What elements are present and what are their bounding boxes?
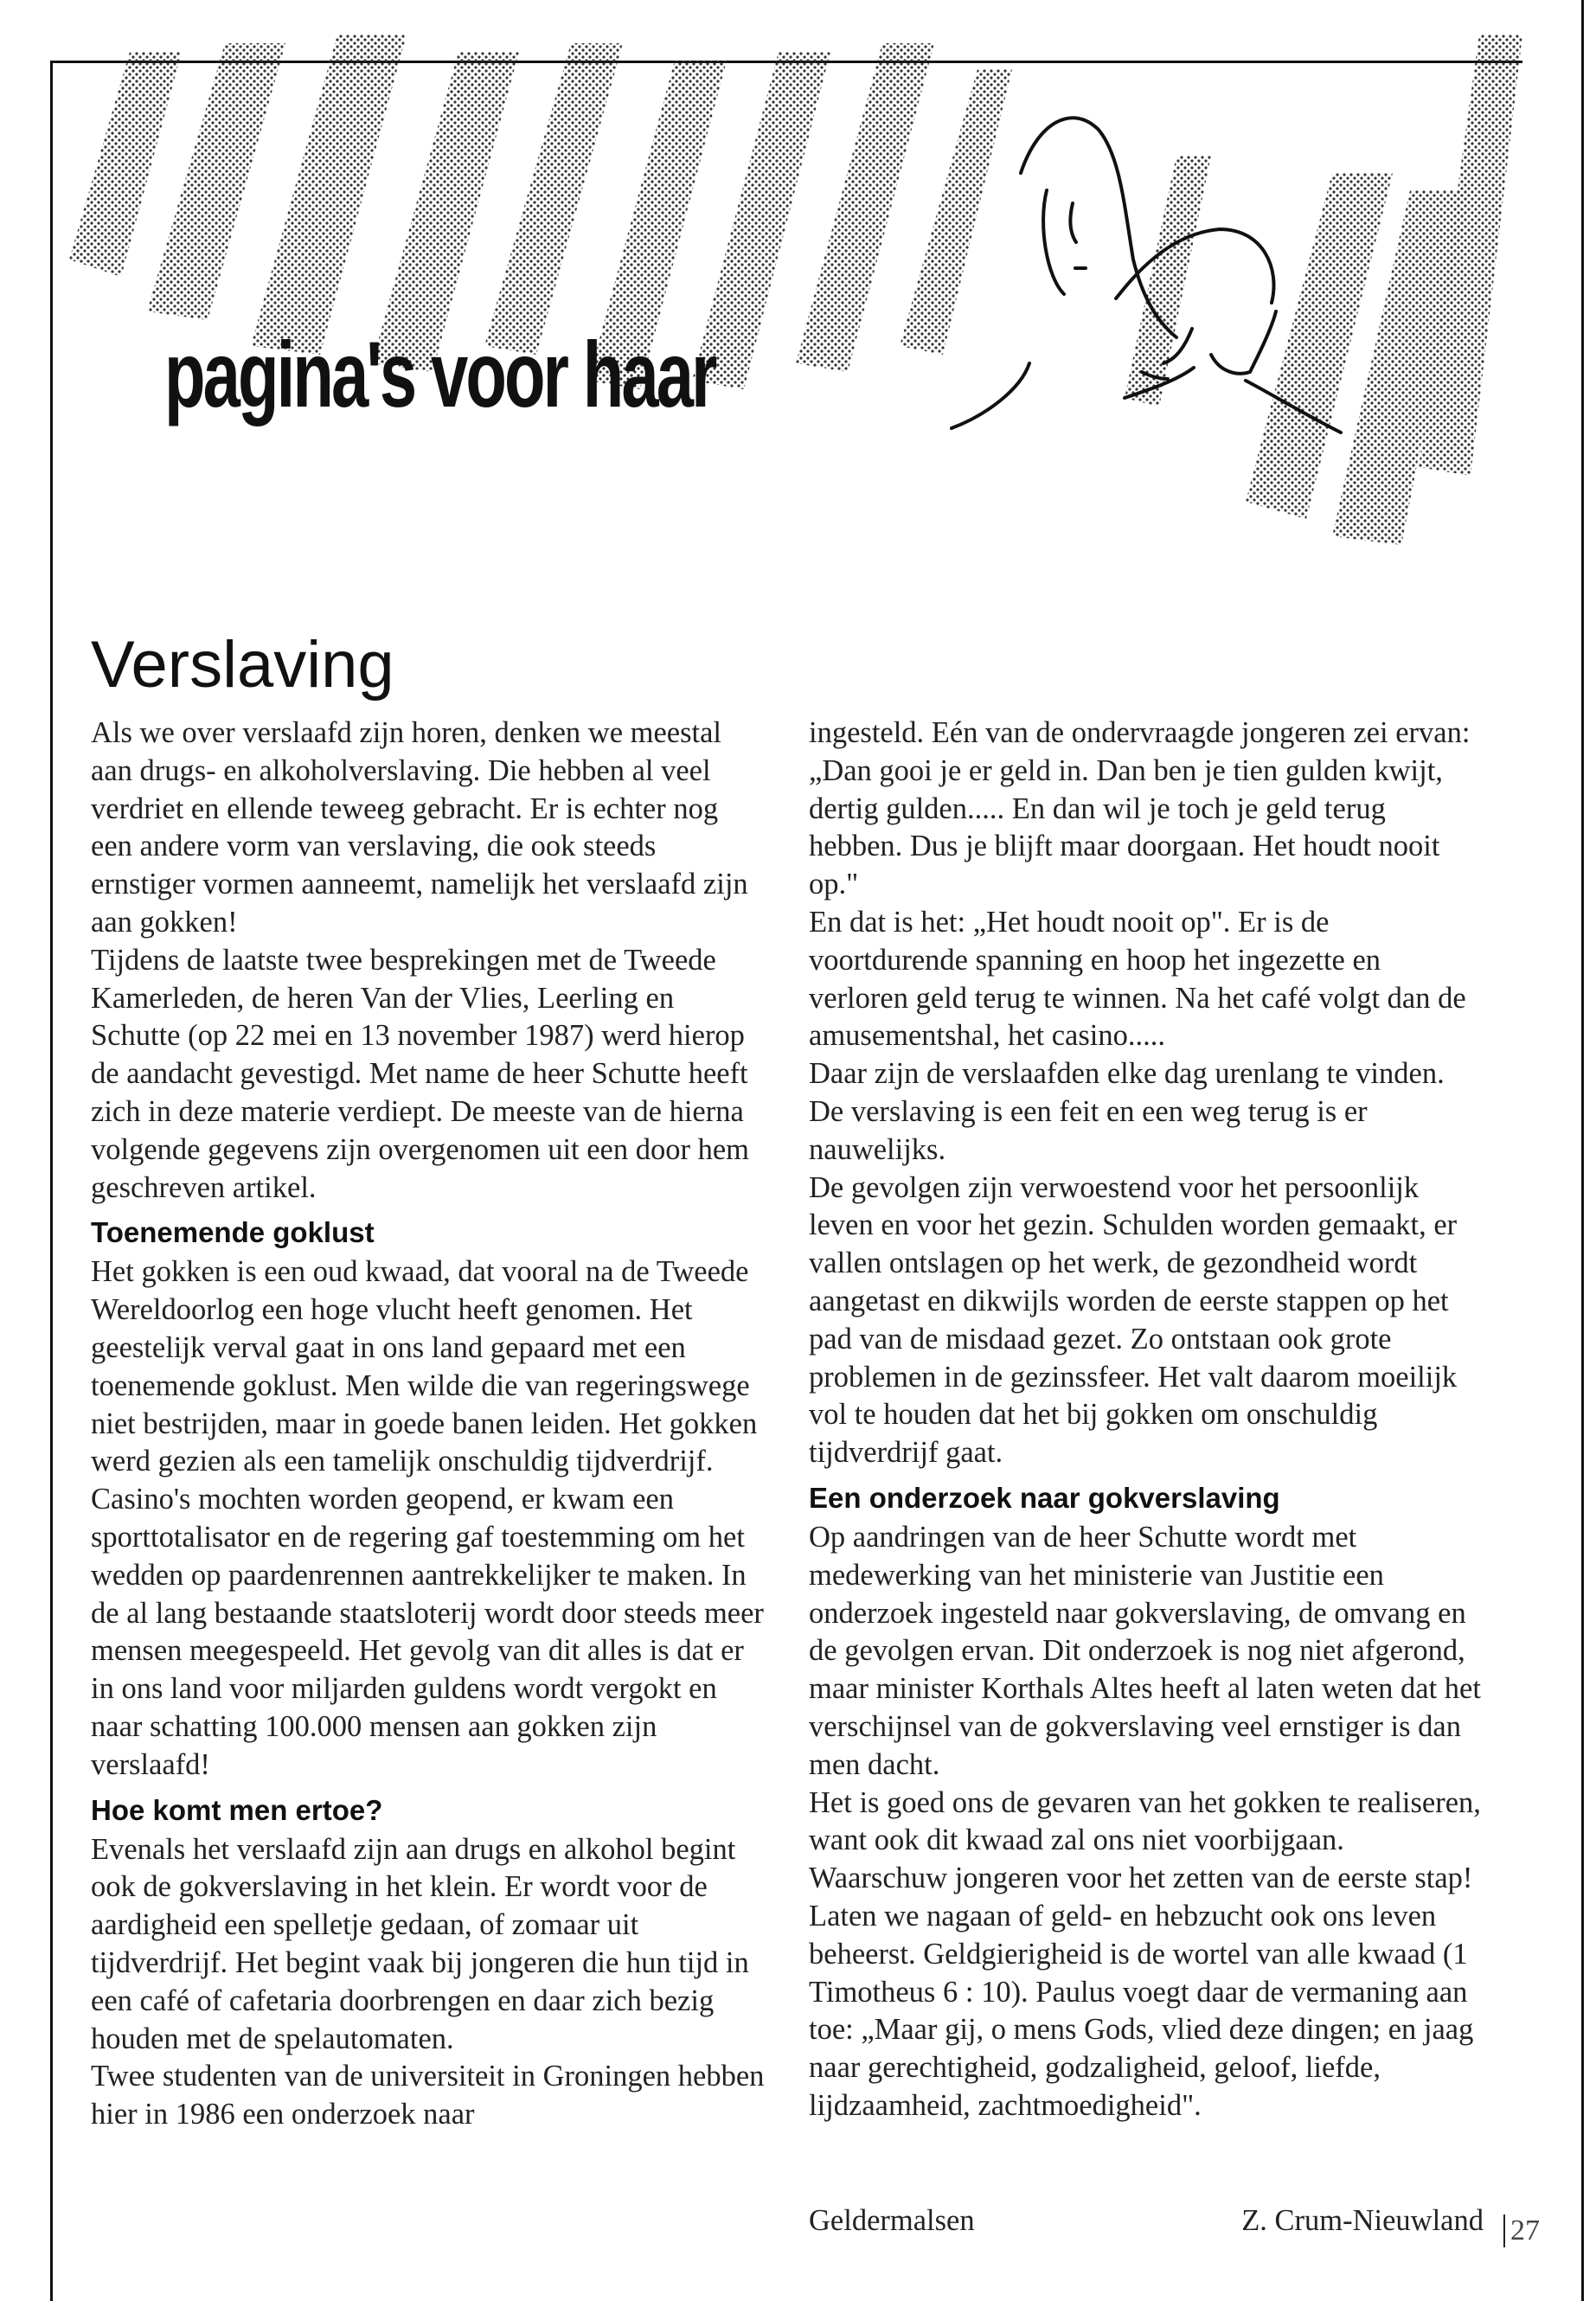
paragraph: Twee studenten van de universiteit in Groningen hebben hier in 1986 een onderzoek naar xyxy=(91,2060,765,2131)
section-heading: Hoe komt men ertoe? xyxy=(91,1793,383,1826)
page-number: 27 xyxy=(1503,2214,1540,2247)
paragraph: Als we over verslaafd zijn horen, denken we meestal aan drugs- en alkoholverslaving. Die hebben al veel verdriet en ellende teweeg gebracht. Er is echter nog een andere vorm van verslaving, die ook steeds ernstiger vormen aanneemt, namelijk het verslaafd zijn aan gokken! xyxy=(91,716,748,939)
signature-author: Z. Crum-Nieuwland xyxy=(1241,2204,1484,2237)
paragraph: Het is goed ons de gevaren van het gokken te realiseren, want ook dit kwaad zal ons niet voorbijgaan. Waarschuw jongeren voor het zetten van de eerste stap! Laten we nagaan of geld- en hebzucht ook ons leven beheerst. Geldgierigheid is de wortel van alle kwaad (1 Timotheus 6 : 10). Paulus voegt daar de vermaning aan toe: „Maar gij, o mens Gods, vlied deze dingen; en jaag naar gerechtigheid, godzaligheid, geloof, liefde, lijdzaamheid, zachtmoedigheid". xyxy=(809,1785,1481,2122)
paragraph: Daar zijn de verslaafden elke dag urenlang te vinden. De verslaving is een feit en een weg terug is er nauwelijks. xyxy=(809,1057,1445,1166)
page-border-right xyxy=(1581,0,1584,2301)
signature xyxy=(809,2202,1484,2240)
paragraph: ingesteld. Eén van de ondervraagde jongeren zei ervan: „Dan gooi je er geld in. Dan ben je tien gulden kwijt, dertig gulden..... En dan wil je toch je geld terug hebben. Dus je blijft maar doorgaan. Het houdt nooit op." xyxy=(809,716,1471,901)
dotted-brush-strokes xyxy=(69,35,1522,545)
paragraph: Tijdens de laatste twee besprekingen met de Tweede Kamerleden, de heren Van der Vlies, Leerling en Schutte (op 22 mei en 13 november 1987) werd hierop de aandacht gevestigd. Met name de heer Schutte heeft zich in deze materie verdiept. De meeste van de hierna volgende gegevens zijn overgenomen uit een door hem geschreven artikel. xyxy=(91,943,750,1204)
section-heading: Een onderzoek naar gokverslaving xyxy=(809,1481,1280,1514)
paragraph: Evenals het verslaafd zijn aan drugs en alkohol begint ook de gokverslaving in het klein. Er wordt voor de aardigheid een spelletje gedaan, of zomaar uit tijdverdrijf. Het begint vaak bij jongeren die hun tijd in een café of cafetaria doorbrengen en daar zich bezig houden met de spelautomaten. xyxy=(91,1832,749,2055)
paragraph: En dat is het: „Het houdt nooit op". Er is de voortdurende spanning en hoop het ingezette en verloren geld terug te winnen. Na het café volgt dan de amusementshal, het casino..... xyxy=(809,905,1466,1053)
right-column xyxy=(809,715,1484,2125)
paragraph: Het gokken is een oud kwaad, dat vooral na de Tweede Wereldoorlog een hoge vlucht heeft genomen. Het geestelijk verval gaat in ons land gepaard met een toenemende goklust. Men wilde die van regeringswege niet bestrijden, maar in goede banen leiden. Het gokken werd gezien als een tamelijk onschuldig tijdverdrijf. Casino's mochten worden geopend, er kwam een sporttotalisator en de regering gaf toestemming om het wedden op paardenrennen aantrekkelijker te maken. In de al lang bestaande staatsloterij wordt door steeds meer mensen meegespeeld. Het gevolg van dit alles is dat er in ons land voor miljarden guldens wordt vergokt en naar schatting 100.000 mensen aan gokken zijn verslaafd! xyxy=(91,1255,764,1781)
left-column xyxy=(91,715,766,2134)
paragraph: Op aandringen van de heer Schutte wordt met medewerking van het ministerie van Justitie een onderzoek ingesteld naar gokverslaving, de omvang en de gevolgen ervan. Dit onderzoek is nog niet afgerond, maar minister Korthals Altes heeft al laten weten dat het verschijnsel van de gokverslaving veel ernstiger is dan men dacht. xyxy=(809,1520,1481,1781)
article-title: Verslaving xyxy=(91,628,394,702)
signature-place: Geldermalsen xyxy=(809,2204,975,2237)
paragraph: De gevolgen zijn verwoestend voor het persoonlijk leven en voor het gezin. Schulden worden gemaakt, er vallen ontslagen op het werk, de gezondheid wordt aangetast en dikwijls worden de eerste stappen op het pad van de misdaad gezet. Zo ontstaan ook grote problemen in de gezinssfeer. Het valt daarom moeilijk vol te houden dat het bij gokken om onschuldig tijdverdrijf gaat. xyxy=(809,1170,1458,1470)
section-heading: Toenemende goklust xyxy=(91,1216,375,1249)
section-title: pagina's voor haar xyxy=(164,322,715,426)
header-illustration xyxy=(52,17,1540,588)
